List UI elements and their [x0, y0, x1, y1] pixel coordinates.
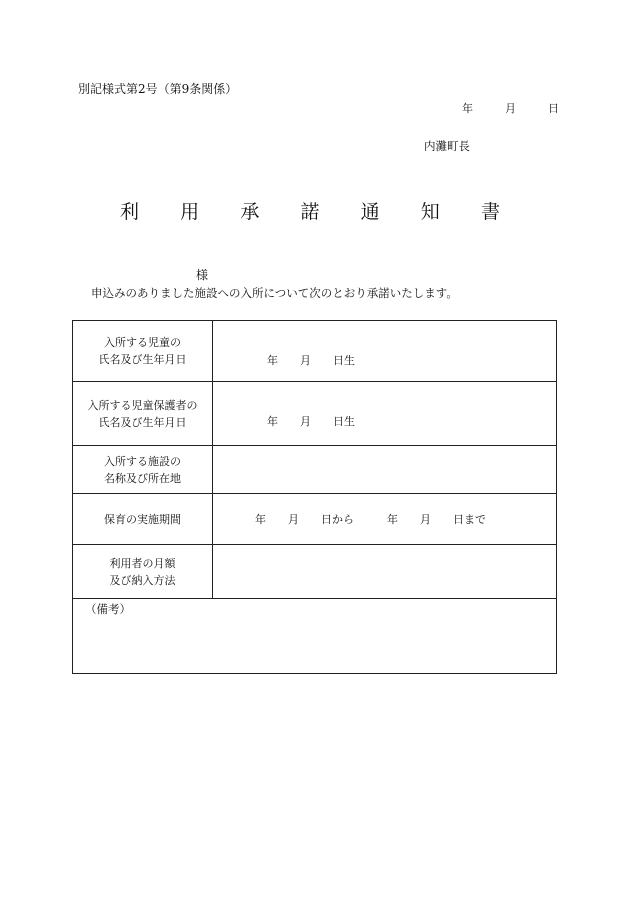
addressee-suffix: 様 — [196, 268, 209, 282]
title-char: 利 — [120, 201, 140, 223]
label-line: 及び納入方法 — [109, 573, 176, 587]
value-cell[interactable] — [213, 446, 556, 493]
title-char: 諾 — [300, 201, 320, 223]
value-cell[interactable] — [213, 321, 556, 381]
form-reference: 別記様式第2号（第9条関係） — [78, 82, 238, 96]
date-day-label: 日 — [548, 102, 559, 115]
label-line: 利用者の月額 — [109, 556, 176, 570]
table-row — [73, 321, 556, 382]
value-cell[interactable] — [213, 545, 556, 598]
table-row — [73, 545, 556, 599]
label-line: 名称及び所在地 — [104, 471, 181, 485]
label-line: 保育の実施期間 — [104, 512, 181, 526]
document-title — [120, 197, 500, 224]
date-line — [462, 100, 559, 116]
remarks-label: （備考） — [85, 602, 131, 616]
date-year-label: 年 — [462, 102, 473, 115]
title-char: 通 — [360, 201, 380, 223]
date-month-label: 月 — [505, 102, 516, 115]
row-label — [73, 321, 213, 381]
label-line: 氏名及び生年月日 — [98, 415, 187, 429]
birthdate-text: 年 月 日生 — [267, 354, 355, 367]
row-label — [73, 545, 213, 598]
label-line: 入所する施設の — [104, 454, 181, 468]
birthdate-text: 年 月 日生 — [267, 415, 355, 428]
value-cell[interactable] — [213, 494, 556, 544]
title-char: 承 — [240, 201, 260, 223]
title-char: 知 — [420, 201, 440, 223]
table-row — [73, 382, 556, 446]
label-line: 入所する児童保護者の — [87, 398, 198, 412]
value-cell[interactable] — [213, 382, 556, 445]
issuer-name: 内灘町長 — [424, 139, 470, 153]
row-label — [73, 494, 213, 544]
form-table — [72, 320, 557, 674]
period-text: 年 月 日から 年 月 日まで — [255, 513, 486, 526]
remarks-area[interactable] — [73, 599, 556, 673]
label-line: 氏名及び生年月日 — [98, 353, 187, 366]
title-char: 書 — [480, 201, 500, 223]
label-line: 入所する児童の — [104, 336, 181, 349]
intro-text: 申込みのありました施設への入所について次のとおり承諾いたします。 — [91, 286, 458, 300]
table-row — [73, 494, 556, 545]
row-label — [73, 446, 213, 493]
row-label — [73, 382, 213, 445]
title-char: 用 — [180, 201, 200, 223]
table-row — [73, 446, 556, 494]
